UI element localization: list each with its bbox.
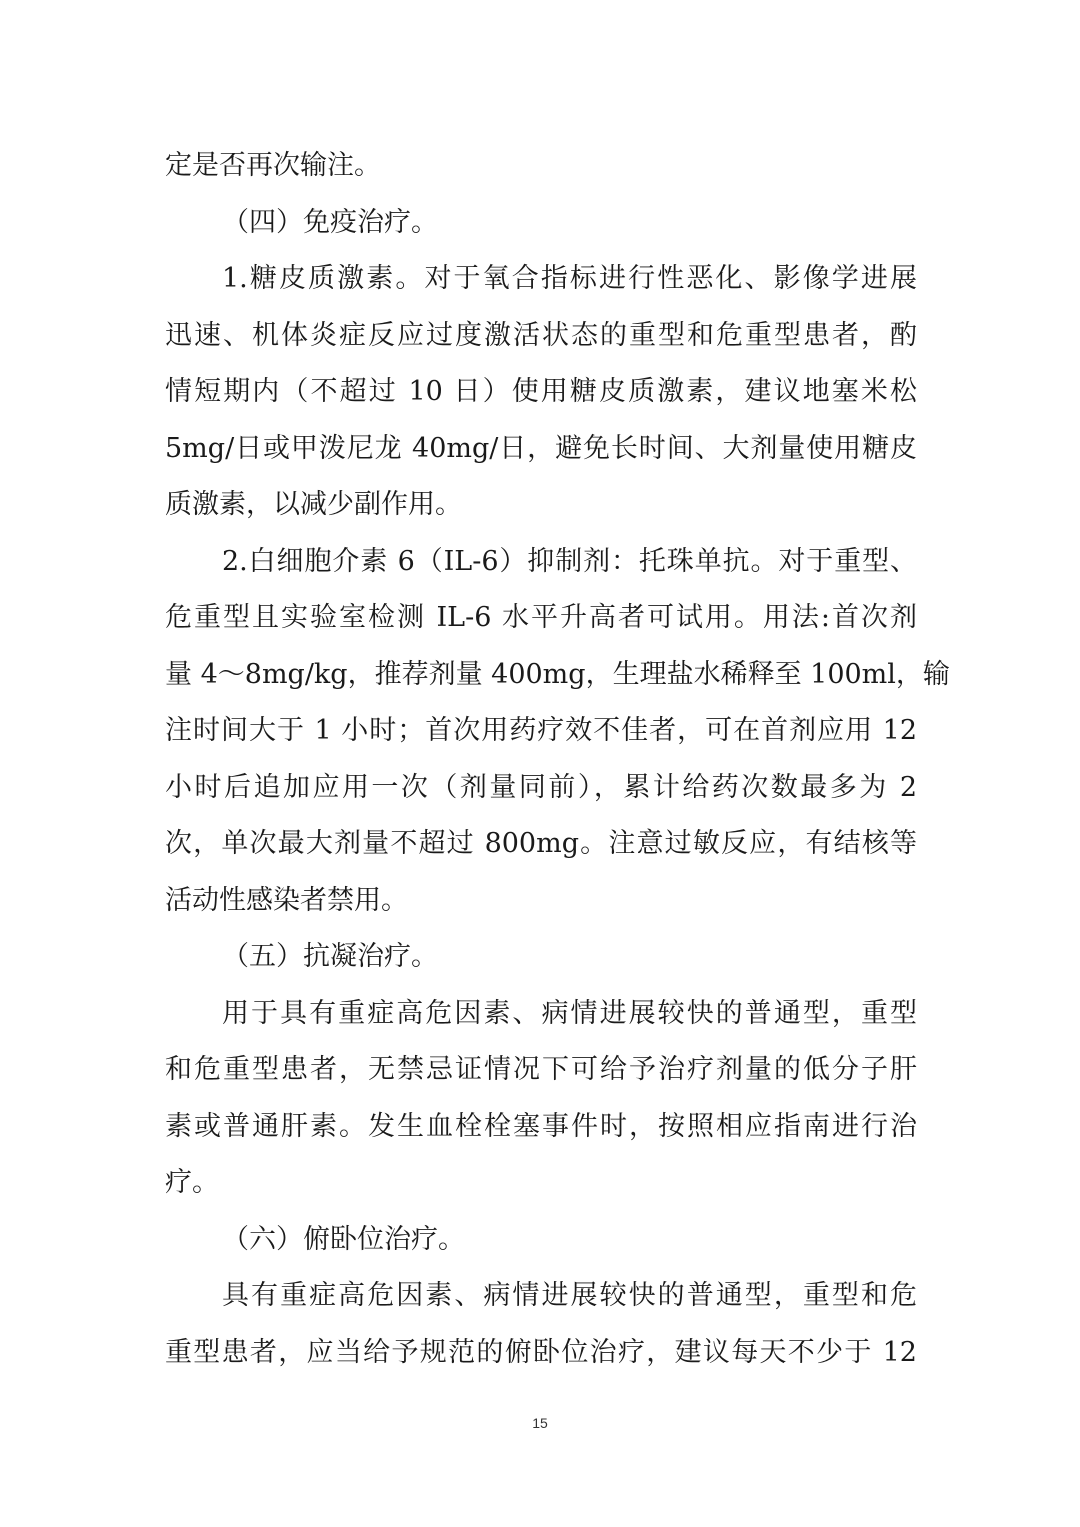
section-heading-anticoagulation: （五）抗凝治疗。 [222,941,438,972]
text-line: 小时后追加应用一次（剂量同前），累计给药次数最多为 2 [165,772,917,803]
text-line: 次，单次最大剂量不超过 800mg。注意过敏反应，有结核等 [165,828,917,859]
page-number: 15 [532,1415,548,1431]
text-line: 2.白细胞介素 6（IL-6）抑制剂：托珠单抗。对于重型、 [222,546,917,577]
text-line: 定是否再次输注。 [165,150,381,181]
text-line: 情短期内（不超过 10 日）使用糖皮质激素，建议地塞米松 [165,376,917,407]
text-line: 活动性感染者禁用。 [165,885,408,916]
text-line: 1.糖皮质激素。对于氧合指标进行性恶化、影像学进展 [222,263,917,294]
text-line: 5mg/日或甲泼尼龙 40mg/日，避免长时间、大剂量使用糖皮 [165,433,917,464]
text-line: 量 4～8mg/kg，推荐剂量 400mg，生理盐水稀释至 100ml，输 [165,659,950,690]
text-line: 具有重症高危因素、病情进展较快的普通型，重型和危 [222,1280,917,1311]
text-line: 重型患者，应当给予规范的俯卧位治疗，建议每天不少于 12 [165,1337,917,1368]
text-line: 和危重型患者，无禁忌证情况下可给予治疗剂量的低分子肝 [165,1054,917,1085]
text-line: 危重型且实验室检测 IL-6 水平升高者可试用。用法:首次剂 [165,602,917,633]
text-line: 迅速、机体炎症反应过度激活状态的重型和危重型患者，酌 [165,320,917,351]
text-line: 素或普通肝素。发生血栓栓塞事件时，按照相应指南进行治 [165,1111,917,1142]
text-line: 疗。 [165,1167,219,1198]
section-heading-immunotherapy: （四）免疫治疗。 [222,207,438,238]
section-heading-prone-position: （六）俯卧位治疗。 [222,1224,465,1255]
text-line: 质激素，以减少副作用。 [165,489,462,520]
text-line: 注时间大于 1 小时；首次用药疗效不佳者，可在首剂应用 12 [165,715,917,746]
text-line: 用于具有重症高危因素、病情进展较快的普通型，重型 [222,998,917,1029]
